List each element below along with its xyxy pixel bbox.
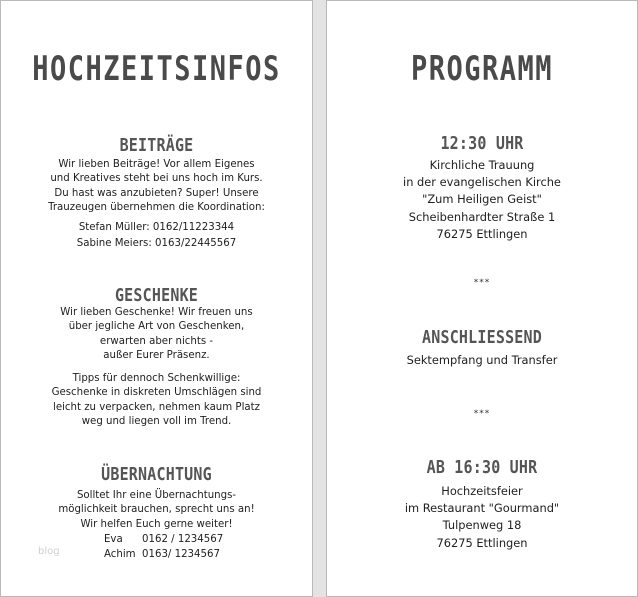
contact-achim-phone: 0163/ 1234567	[142, 549, 220, 560]
block1-heading: 12:30 UHR	[440, 132, 524, 154]
geschenke-text	[1, 306, 312, 364]
contact-achim-name: Achim	[104, 549, 136, 560]
beitraege-line: Wir lieben Beiträge! Vor allem Eigenes	[58, 159, 255, 170]
geschenke-line: erwarten aber nichts -	[99, 335, 214, 347]
tips-line: Geschenke in diskreten Umschlägen sind	[51, 387, 262, 399]
block3-line: 76275 Ettlingen	[436, 535, 528, 550]
info-page-title: HOCHZEITSINFOS	[32, 50, 281, 89]
contact-stefan: Stefan Müller: 0162/11223344	[78, 222, 235, 233]
block3-text	[327, 483, 637, 552]
block1-line: Scheibenhardter Straße 1	[408, 209, 556, 224]
beitraege-line: und Kreatives steht bei uns hoch im Kurs.	[50, 173, 263, 185]
geschenke-line: Wir lieben Geschenke! Wir freuen uns	[60, 307, 253, 318]
beitraege-line: Du hast was anzubieten? Super! Unsere	[54, 187, 259, 199]
geschenke-line: über jegliche Art von Geschenken,	[68, 321, 245, 333]
contact-eva-phone: 0162 / 1234567	[142, 534, 224, 545]
beitraege-contacts	[1, 220, 312, 251]
beitraege-text	[1, 158, 312, 216]
block3-line: im Restaurant "Gourmand"	[404, 501, 560, 516]
geschenke-line: außer Eurer Präsenz.	[103, 350, 210, 362]
uebernachtung-line: Wir helfen Euch gerne weiter!	[80, 518, 233, 530]
tips-line: Tipps für dennoch Schenkwillige:	[72, 373, 241, 384]
separator-stars-2: ***	[473, 409, 491, 419]
beitraege-heading: BEITRÄGE	[119, 134, 194, 156]
block1-text	[327, 157, 637, 243]
uebernachtung-text	[1, 489, 312, 532]
block3-line: Tulpenweg 18	[442, 518, 522, 533]
program-page	[326, 0, 638, 597]
block3-line: Hochzeitsfeier	[441, 484, 523, 498]
program-page-title: PROGRAMM	[410, 50, 554, 89]
contact-sabine: Sabine Meiers: 0163/22445567	[76, 237, 237, 249]
block1-line: in der evangelischen Kirche	[403, 175, 561, 190]
block2-heading: ANSCHLIESSEND	[422, 326, 542, 348]
tips-line: leicht zu verpacken, nehmen kaum Platz	[52, 401, 260, 413]
beitraege-line: Trauzeugen übernehmen die Koordination:	[48, 202, 265, 214]
block1-line: Kirchliche Trauung	[429, 158, 535, 172]
uebernachtung-line: Solltet Ihr eine Übernachtungs-	[76, 490, 237, 501]
block3-heading: AB 16:30 UHR	[426, 456, 538, 478]
uebernachtung-line: möglichkeit brauchen, sprecht uns an!	[58, 504, 255, 516]
geschenke-tips	[1, 372, 312, 430]
block2-text	[327, 352, 637, 369]
page-gutter	[313, 0, 326, 597]
geschenke-heading: GESCHENKE	[114, 284, 199, 306]
tips-line: weg und liegen voll im Trend.	[81, 416, 232, 428]
block1-line: 76275 Ettlingen	[436, 226, 528, 241]
info-page	[0, 0, 313, 597]
block1-line: "Zum Heiligen Geist"	[422, 192, 542, 207]
uebernachtung-heading: ÜBERNACHTUNG	[101, 463, 212, 485]
separator-stars-1: ***	[473, 278, 491, 288]
contact-eva-name: Eva	[104, 534, 123, 545]
block2-line: Sektempfang und Transfer	[406, 353, 558, 367]
watermark-text: blog	[38, 546, 60, 557]
